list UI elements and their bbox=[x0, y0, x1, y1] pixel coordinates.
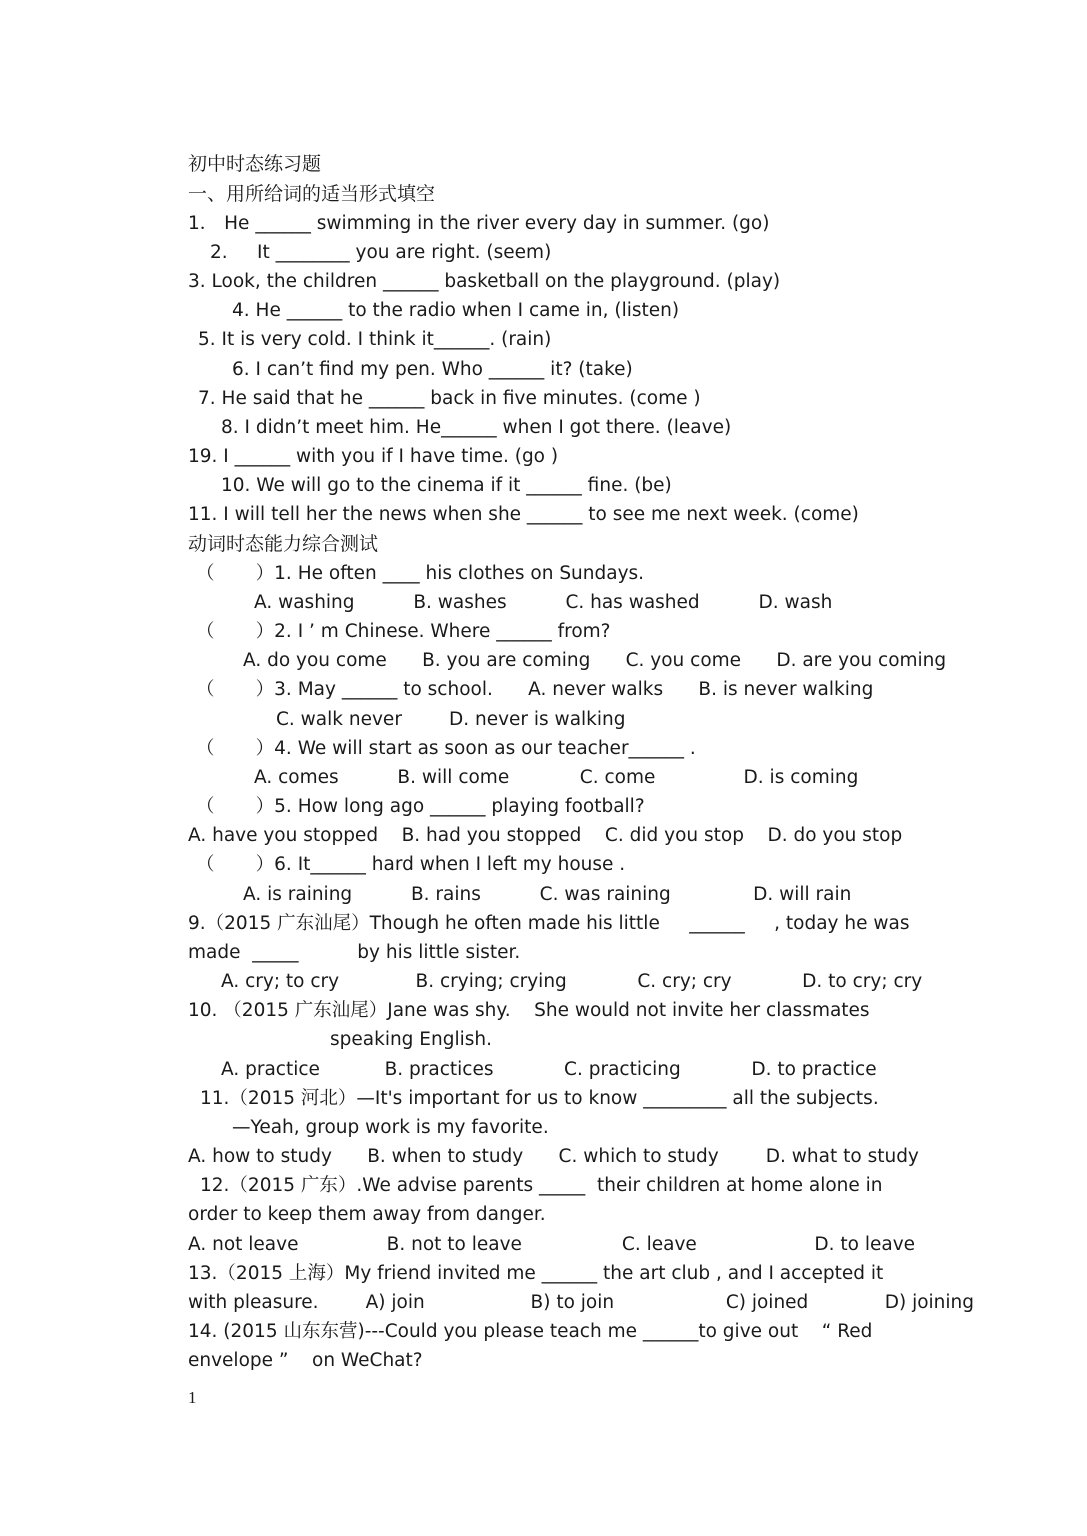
exercise-line: 19. I ______ with you if I have time. (go ) bbox=[188, 446, 559, 467]
options-line: with pleasure. A) join B) to join C) joined D) joining bbox=[188, 1292, 975, 1313]
question-line: 9.（2015 广东汕尾）Though he often made his little ______ , today he was bbox=[188, 913, 910, 934]
options-line: A. cry; to cry B. crying; crying C. cry; cry D. to cry; cry bbox=[221, 971, 923, 992]
question-line: （ ）2. I ’ m Chinese. Where ______ from? bbox=[196, 621, 611, 642]
options-line: A. washing B. washes C. has washed D. wash bbox=[254, 592, 833, 613]
exercise-line: 3. Look, the children ______ basketball on the playground. (play) bbox=[188, 271, 781, 292]
exercise-line: 11. I will tell her the news when she ______ to see me next week. (come) bbox=[188, 504, 859, 525]
document-title: 初中时态练习题 bbox=[188, 153, 322, 175]
exercise-line: 4. He ______ to the radio when I came in, (listen) bbox=[232, 300, 680, 321]
question-line: 10. （2015 广东汕尾）Jane was shy. She would not invite her classmates bbox=[188, 1000, 870, 1021]
page-number: 1 bbox=[188, 1388, 197, 1407]
exercise-line: 6. I can’t find my pen. Who ______ it? (take) bbox=[232, 359, 633, 380]
options-line: A. do you come B. you are coming C. you come D. are you coming bbox=[243, 650, 947, 671]
question-line: 11.（2015 河北）—It's important for us to know _________ all the subjects. bbox=[200, 1088, 879, 1109]
options-line: C. walk never D. never is walking bbox=[276, 709, 626, 730]
exercise-line: 10. We will go to the cinema if it ______ fine. (be) bbox=[221, 475, 672, 496]
question-line: 13.（2015 上海）My friend invited me ______ the art club , and I accepted it bbox=[188, 1263, 884, 1284]
options-line: A. practice B. practices C. practicing D. to practice bbox=[221, 1059, 877, 1080]
section1-heading: 一、用所给词的适当形式填空 bbox=[188, 183, 436, 205]
question-line: （ ）1. He often ____ his clothes on Sundays. bbox=[196, 563, 645, 584]
question-line: speaking English. bbox=[330, 1029, 492, 1050]
question-line: （ ）3. May ______ to school. A. never walks B. is never walking bbox=[196, 679, 874, 700]
question-line: order to keep them away from danger. bbox=[188, 1204, 546, 1225]
options-line: A. how to study B. when to study C. which to study D. what to study bbox=[188, 1146, 919, 1167]
question-line: （ ）4. We will start as soon as our teacher______ . bbox=[196, 738, 696, 759]
exercise-line: 2. It ________ you are right. (seem) bbox=[210, 242, 552, 263]
exercise-line: 7. He said that he ______ back in five minutes. (come ) bbox=[198, 388, 701, 409]
question-line: made _____ by his little sister. bbox=[188, 942, 521, 963]
exercise-line: 8. I didn’t meet him. He______ when I got there. (leave) bbox=[221, 417, 732, 438]
question-line: 12.（2015 广东）.We advise parents _____ their children at home alone in bbox=[200, 1175, 883, 1196]
question-line: （ ）6. It______ hard when I left my house . bbox=[196, 854, 626, 875]
question-line: （ ）5. How long ago ______ playing football? bbox=[196, 796, 645, 817]
options-line: A. not leave B. not to leave C. leave D. to leave bbox=[188, 1234, 916, 1255]
options-line: A. is raining B. rains C. was raining D. will rain bbox=[243, 884, 852, 905]
section2-heading: 动词时态能力综合测试 bbox=[188, 533, 379, 555]
question-line: —Yeah, group work is my favorite. bbox=[232, 1117, 549, 1138]
options-line: A. have you stopped B. had you stopped C. did you stop D. do you stop bbox=[188, 825, 903, 846]
options-line: A. comes B. will come C. come D. is coming bbox=[254, 767, 859, 788]
exercise-line: 1． He ______ swimming in the river every day in summer. (go) bbox=[188, 213, 770, 234]
exercise-line: 5. It is very cold. I think it______. (rain) bbox=[198, 329, 552, 350]
question-line: envelope ” on WeChat? bbox=[188, 1350, 423, 1371]
question-line: 14. (2015 山东东营)---Could you please teach me ______to give out “ Red bbox=[188, 1321, 873, 1342]
